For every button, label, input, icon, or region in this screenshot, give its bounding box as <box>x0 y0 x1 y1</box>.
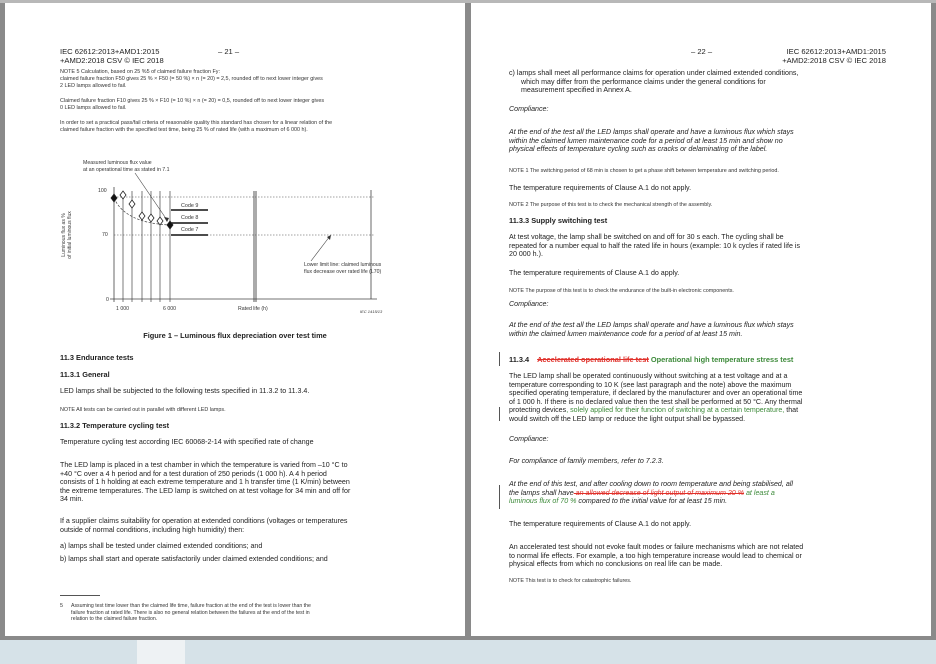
para-line: At the end of the test all the LED lamps shall operate and have a luminous flux which stays <box>509 128 794 136</box>
para-line: The LED lamp shall be operated continuously without switching at a test voltage and at a <box>509 372 788 380</box>
heading-11-3: 11.3 Endurance tests <box>60 353 134 362</box>
inserted-title: Operational high temperature stress test <box>650 355 794 364</box>
text-span: that <box>784 406 799 415</box>
x-axis-label: Rated life (h) <box>238 306 268 312</box>
compliance-label-2: Compliance: <box>509 300 549 308</box>
para-line: to normal life effects. For example, a too high temperature increase would lead to chemical or <box>509 551 802 560</box>
x-tick-1000: 1 000 <box>116 306 129 312</box>
para-line: +40 °C over a 4 h period and for a test duration of 250 periods (1 000 h). A 4 h period <box>60 469 327 478</box>
viewer-bottom-strip <box>0 640 936 664</box>
para-line: would switch off the LED lamp or reduce the light output shall be bypassed. <box>509 414 746 423</box>
note-line: NOTE 5 Calculation, based on 25 %5 of claimed failure fraction Fy: <box>60 69 221 75</box>
annotation-line: Measured luminous flux value <box>83 160 152 166</box>
code-9-label: Code 9 <box>181 203 199 209</box>
footnote-5 <box>71 603 411 623</box>
extended-conditions-paragraph <box>60 517 410 534</box>
note-line: 0 LED lamps allowed to fail. <box>60 105 127 111</box>
para-line: physical effects from which no conclusions on real life can be made. <box>509 560 723 569</box>
header-doc-id <box>761 47 886 65</box>
note-1: NOTE 1 The switching period of 68 min is chosen to get a phase shift between temperature and switching period. <box>509 168 779 174</box>
temp-cycling-intro: Temperature cycling test according IEC 60068-2-14 with specified rate of change <box>60 438 314 446</box>
measured-flux-annotation <box>83 160 170 174</box>
y-axis-label <box>61 205 73 265</box>
para-line: 34 min. <box>60 495 84 504</box>
note-line: Claimed failure fraction F10 gives 25 % × F10 (= 10 %) × n (= 20) = 0,5, rounded off to next lower integer gives <box>60 98 325 104</box>
annotation-line: Lower limit line: claimed luminous <box>304 262 382 268</box>
figure-ref-code: IEC 1415/13 <box>360 309 383 314</box>
footnote-divider <box>60 595 100 596</box>
note-line: 2 LED lamps allowed to fail. <box>60 83 127 89</box>
heading-number: 11.3.4 <box>509 355 530 364</box>
para-line: within the claimed lumen maintenance code for a period of at least 15 min. <box>509 329 743 338</box>
text-span: compared to the initial value for at least 15 min. <box>576 497 728 506</box>
text-span: the lamps shall have <box>509 488 574 497</box>
para-line: which may differ from the performance claims under the general conditions for <box>521 77 766 86</box>
annotation-line: at an operational time as stated in 7.1 <box>83 167 170 173</box>
heading-11-3-1: 11.3.1 General <box>60 370 110 379</box>
y-axis-label-line: of initial luminous flux <box>67 211 73 259</box>
chart-svg <box>5 3 465 333</box>
para-line: outside of normal conditions, including high humidity) then: <box>60 525 245 534</box>
accelerated-paragraph <box>509 543 887 569</box>
note-electronic: NOTE The purpose of this test is to check the endurance of the built-in electronic components. <box>509 288 734 294</box>
temp-cycling-paragraph <box>60 461 410 504</box>
para-line: temperature corresponding to 10 K (see last paragraph and the note) above the maximum <box>509 380 792 389</box>
para-line: consists of 1 h holding at each extreme temperature and 1 h transfer time (1 K/min) between <box>60 478 350 487</box>
para-line: the extreme temperatures. The LED lamp is switched on at test voltage for 34 min and off for <box>60 486 351 495</box>
document-page-21 <box>5 3 465 636</box>
y-tick-0: 0 <box>106 297 109 303</box>
operation-paragraph <box>509 372 887 424</box>
header-doc-id-line1: IEC 62612:2013+AMD1:2015 <box>786 47 886 56</box>
page-number: – 21 – <box>218 47 240 56</box>
temp-req-not-apply-1: The temperature requirements of Clause A.1 do not apply. <box>509 184 692 192</box>
code-7-label: Code 7 <box>181 227 199 233</box>
annotation-line: flux decrease over rated life (L70) <box>304 269 382 275</box>
note-line: claimed failure fraction F50 gives 25 % × F50 (= 50 %) × n (= 20) = 2,5, rounded off to next lower integer gives <box>60 76 323 82</box>
note-2: NOTE 2 The purpose of this test is to check the mechanical strength of the assembly. <box>509 202 713 208</box>
para-line: The LED lamp is placed in a test chamber in which the temperature is varied from –10 °C to <box>60 461 348 469</box>
para-line: In order to set a practical pass/fail criteria of reasonable quality this standard has chosen for a linear relation of the <box>60 120 333 126</box>
document-page-22 <box>471 3 931 636</box>
para-line <box>509 489 887 498</box>
bottom-strip-segment <box>137 640 185 664</box>
header-doc-id-line1: IEC 62612:2013+AMD1:2015 <box>60 47 160 56</box>
y-tick-100: 100 <box>98 188 107 194</box>
y-tick-70: 70 <box>102 232 108 238</box>
para-line: At test voltage, the lamp shall be switched on and off for 30 s each. The cycling shall be <box>509 233 784 241</box>
footnote-line: Assuming test time lower than the claimed life time, failure fraction at the end of the test is lower than the <box>71 603 311 609</box>
footnote-line: failure fraction at rated life. There is also no general relation between the failures at the end of the test in <box>71 609 310 616</box>
heading-11-3-4 <box>509 355 793 364</box>
inserted-text: at least a <box>744 488 775 497</box>
footnote-marker: 5 <box>60 603 63 609</box>
family-compliance: For compliance of family members, refer to 7.2.3. <box>509 457 664 465</box>
y-axis-label-line: Luminous flux as % <box>61 213 67 257</box>
header-doc-id-line2: +AMD2:2018 CSV © IEC 2018 <box>60 56 164 65</box>
compliance-label-3: Compliance: <box>509 435 549 443</box>
para-line <box>509 497 887 506</box>
deleted-text: an allowed decrease of light output of maximum 20 % <box>573 488 745 497</box>
code-8-label: Code 8 <box>181 215 199 221</box>
x-tick-6000: 6 000 <box>163 306 176 312</box>
para-line: If a supplier claims suitability for operation at extended conditions (voltages or temperatures <box>60 517 348 525</box>
temp-req-apply: The temperature requirements of Clause A.1 do apply. <box>509 269 680 277</box>
footnote-line: relation to the claimed failure fraction. <box>71 616 158 622</box>
para-line: At the end of this test, and after cooling down to room temperature and being stabilised, all <box>509 480 793 488</box>
text-span: protecting devices <box>509 406 567 415</box>
lower-limit-annotation <box>304 262 381 276</box>
change-bar <box>499 485 500 509</box>
general-text: LED lamps shall be subjected to the following tests specified in 11.3.2 to 11.3.4. <box>60 387 310 395</box>
para-line: repeated for a number equal to half the rated life in hours (example: 10 k cycles if rated life is <box>509 241 800 250</box>
para-line: c) lamps shall meet all performance claims for operation under claimed extended conditions, <box>509 69 799 77</box>
para-line: specified operating temperature, if declared by the manufacturer and over an operational time <box>509 389 803 398</box>
para-line: within the claimed lumen maintenance code for a period of at least 15 min and show no <box>509 136 783 145</box>
list-item-b: b) lamps shall start and operate satisfactorily under claimed extended conditions; and <box>60 555 328 563</box>
para-line <box>509 406 887 415</box>
note-catastrophic: NOTE This test is to check for catastrophic failures. <box>509 578 632 584</box>
compliance-text-1 <box>509 128 887 154</box>
para-line: claimed failure fraction with the specified test time, being 25 % of rated life (with a maximum of 6 000 h). <box>60 127 308 133</box>
change-bar <box>499 352 500 366</box>
inserted-text: , solely applied for their function of switching at a certain temperature, <box>566 406 785 415</box>
heading-11-3-3: 11.3.3 Supply switching test <box>509 216 608 225</box>
compliance-text-2 <box>509 321 887 338</box>
para-line: 20 000 h.). <box>509 250 543 259</box>
para-line: An accelerated test should not evoke fault modes or failure mechanisms which are not related <box>509 543 804 551</box>
switching-paragraph <box>509 233 887 259</box>
para-line: of 1 000 h. If there is no declared value then the test shall be performed at 50 °C. Any thermal <box>509 397 803 406</box>
compliance-label-1: Compliance: <box>509 105 549 113</box>
figure-caption: Figure 1 – Luminous flux depreciation over test time <box>143 331 327 340</box>
heading-11-3-2: 11.3.2 Temperature cycling test <box>60 421 170 430</box>
list-item-c <box>509 69 887 95</box>
temp-req-not-apply-2: The temperature requirements of Clause A.1 do not apply. <box>509 520 692 528</box>
list-item-a: a) lamps shall be tested under claimed extended conditions; and <box>60 542 263 550</box>
general-note: NOTE All tests can be carried out in parallel with different LED lamps. <box>60 407 226 413</box>
figure-1-chart <box>5 3 465 333</box>
change-bar <box>499 407 500 421</box>
cooling-paragraph <box>509 480 887 506</box>
para-line: At the end of the test all the LED lamps shall operate and have a luminous flux which stays <box>509 321 794 329</box>
para-line: physical effects of temperature cycling such as cracks or delaminating of the label. <box>509 145 768 154</box>
header-doc-id-line2: +AMD2:2018 CSV © IEC 2018 <box>782 56 886 65</box>
para-line: measurement specified in Annex A. <box>521 86 632 95</box>
page-number: – 22 – <box>691 47 713 56</box>
deleted-title: Accelerated operational life test <box>537 355 649 364</box>
inserted-text: luminous flux of 70 % <box>509 497 577 506</box>
